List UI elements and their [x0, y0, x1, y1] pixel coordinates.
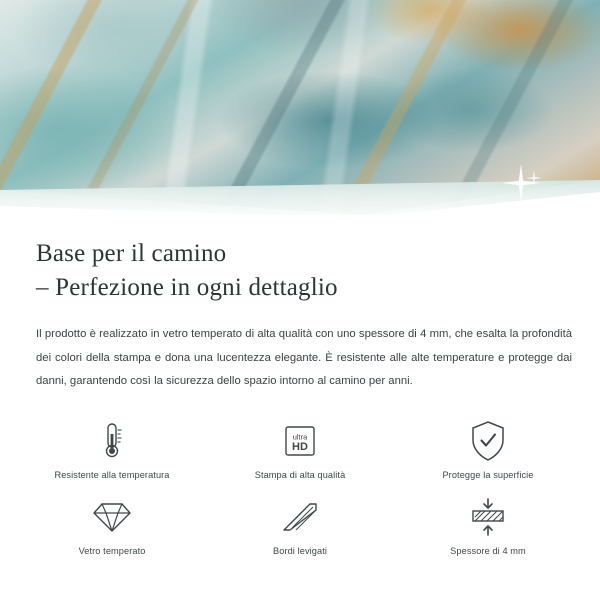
feature-label: Bordi levigati	[273, 546, 327, 557]
thermometer-icon	[95, 418, 129, 464]
diamond-icon	[91, 494, 133, 540]
feature-label: Protegge la superficie	[442, 470, 534, 481]
thickness-icon	[467, 494, 509, 540]
svg-text:HD: HD	[292, 441, 308, 454]
feature-label: Spessore di 4 mm	[450, 546, 526, 557]
hero-image	[0, 0, 600, 215]
body-paragraph: Il prodotto è realizzato in vetro temperato di alta qualità con uno spessore di 4 mm, che esalta la profondità dei colori della stampa e dona una lucentezza elegante. È resistente alle alte temperature e protegge dai danni, garantendo così la sicurezza dello spazio intorno al camino per anni.	[36, 328, 572, 388]
shield-check-icon	[469, 418, 507, 464]
feature-item	[206, 418, 394, 480]
feature-item	[18, 418, 206, 480]
feature-label: Vetro temperato	[78, 546, 146, 557]
headline-line-2: – Perfezione in ogni dettaglio	[36, 274, 338, 301]
headline-line-1: Base per il camino	[36, 240, 227, 267]
page-title	[36, 237, 556, 305]
feature-item	[394, 494, 582, 556]
feature-item	[18, 494, 206, 556]
feature-label: Resistente alla temperatura	[54, 470, 170, 481]
feature-item	[394, 418, 582, 480]
feature-label: Stampa di alta qualità	[254, 470, 346, 481]
polished-edges-icon	[280, 494, 320, 540]
feature-item	[206, 494, 394, 556]
svg-text:ultra: ultra	[292, 432, 308, 442]
feature-grid	[0, 418, 600, 556]
ultra-hd-icon	[280, 418, 320, 464]
